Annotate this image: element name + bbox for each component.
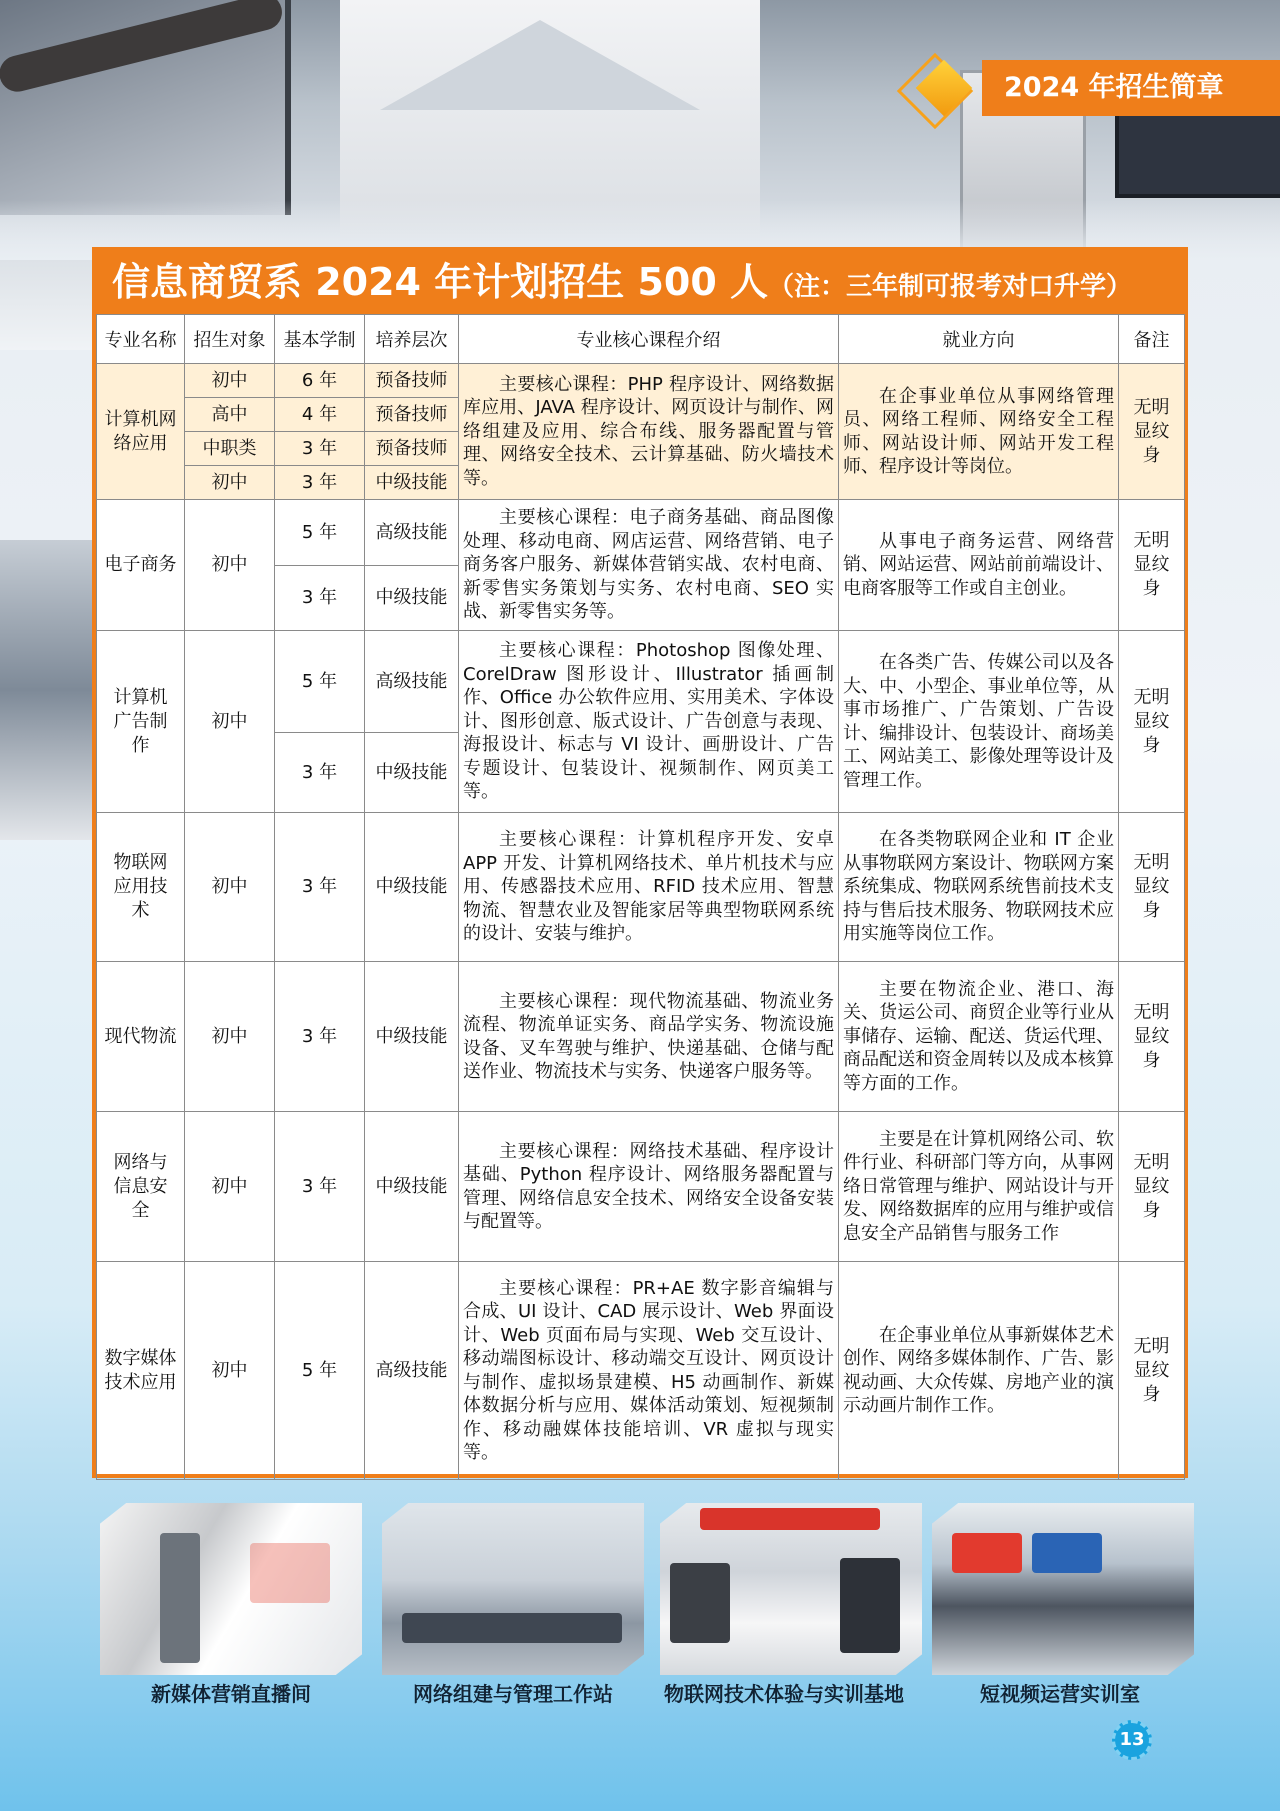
- col-header-level: 培养层次: [365, 315, 459, 364]
- years: 3 年: [275, 733, 365, 813]
- level: 中级技能: [365, 962, 459, 1112]
- major-name: 现代物流: [97, 962, 185, 1112]
- jobs: 从事电子商务运营、网络营销、网站运营、网站前前端设计、电商客服等工作或自主创业。: [839, 500, 1119, 631]
- level: 预备技师: [365, 364, 459, 398]
- jobs: 在各类广告、传媒公司以及各大、中、小型企、事业单位等，从事市场推广、广告策划、广告设计、编排设计、包装设计、商场美工、网站美工、影像处理等设计及管理工作。: [839, 631, 1119, 813]
- years: 5 年: [275, 631, 365, 733]
- courses: 主要核心课程：PR+AE 数字影音编辑与合成、UI 设计、CAD 展示设计、Web 界面设计、Web 页面布局与实现、Web 交互设计、移动端图标设计、移动端交互设计、网页设计与制作、虚拟场景建模、H5 动画制作、新媒体数据分析与应用、媒体活动策划、短视频制作、移动融媒体技能培训、VR 虚拟与现实等。: [459, 1262, 839, 1480]
- table-row: [97, 1262, 1185, 1480]
- col-header-target: 招生对象: [185, 315, 275, 364]
- table-title-main: 信息商贸系 2024 年计划招生 500 人: [112, 260, 769, 304]
- note: 无明显纹身: [1119, 1262, 1185, 1480]
- major-name: 电子商务: [97, 500, 185, 631]
- side-photo-top: [0, 260, 92, 350]
- target: 初中: [185, 813, 275, 962]
- courses: 主要核心课程：PHP 程序设计、网络数据库应用、JAVA 程序设计、网页设计与制作、网络组建及应用、综合布线、服务器配置与管理、网络安全技术、云计算基础、防火墙技术等。: [459, 364, 839, 500]
- photo-caption: 短视频运营实训室: [980, 1682, 1140, 1706]
- years: 4 年: [275, 398, 365, 432]
- level: 中级技能: [365, 466, 459, 500]
- page-number: 13: [1112, 1720, 1152, 1760]
- courses: 主要核心课程：计算机程序开发、安卓 APP 开发、计算机网络技术、单片机技术与应用、传感器技术应用、RFID 技术应用、智慧物流、智慧农业及智能家居等典型物联网系统的设计、安装与维护。: [459, 813, 839, 962]
- wall-hexagons-blue: [1032, 1533, 1102, 1573]
- brochure-title: 2024 年招生简章: [982, 60, 1280, 116]
- target: 中职类: [185, 432, 275, 466]
- years: 3 年: [275, 962, 365, 1112]
- rack-cabinet: [840, 1558, 900, 1653]
- courses: 主要核心课程：电子商务基础、商品图像处理、移动电商、网店运营、网络营销、电子商务客户服务、新媒体营销实战、农村电商、新零售实务策划与实务、农村电商、SEO 实战、新零售实务等。: [459, 500, 839, 631]
- courses: 主要核心课程：网络技术基础、程序设计基础、Python 程序设计、网络服务器配置与管理、网络信息安全技术、网络安全设备安装与配置等。: [459, 1112, 839, 1262]
- table-row: [97, 1112, 1185, 1262]
- years: 5 年: [275, 1262, 365, 1480]
- side-photo-lab: [0, 540, 92, 840]
- wall-graphic: [250, 1543, 330, 1603]
- enrollment-table: [96, 314, 1185, 1480]
- col-header-major: 专业名称: [97, 315, 185, 364]
- years: 6 年: [275, 364, 365, 398]
- col-header-note: 备注: [1119, 315, 1185, 364]
- note: 无明显纹身: [1119, 631, 1185, 813]
- table-row: [97, 962, 1185, 1112]
- level: 中级技能: [365, 733, 459, 813]
- brochure-badge: [900, 60, 1280, 116]
- wall-hexagons: [952, 1533, 1022, 1573]
- col-header-jobs: 就业方向: [839, 315, 1119, 364]
- years: 3 年: [275, 813, 365, 962]
- major-name: 计算机广告制作: [97, 631, 185, 813]
- photo-caption: 新媒体营销直播间: [151, 1682, 311, 1706]
- photo-network-station: [382, 1503, 644, 1675]
- table-title-note: （注：三年制可报考对口升学）: [768, 272, 1133, 302]
- photo-livestream-room: [100, 1503, 362, 1675]
- enrollment-table-panel: [92, 247, 1188, 1478]
- note: 无明显纹身: [1119, 500, 1185, 631]
- courses: 主要核心课程：Photoshop 图像处理、CorelDraw 图形设计、Illustrator 插画制作、Office 办公软件应用、实用美术、字体设计、图形创意、版式设计、广告创意与表现、海报设计、标志与 VI 设计、画册设计、广告专题设计、包装设计、视频制作、网页美工等。: [459, 631, 839, 813]
- jobs: 主要在物流企业、港口、海关、货运公司、商贸企业等行业从事储存、运输、配送、货运代理、商品配送和资金周转以及成本核算等方面的工作。: [839, 962, 1119, 1112]
- level: 高级技能: [365, 500, 459, 566]
- photo-iot-lab: [660, 1503, 922, 1675]
- house-roof: [380, 20, 700, 110]
- table-header-row: [97, 315, 1185, 364]
- major-name: 网络与信息安全: [97, 1112, 185, 1262]
- pipe-display: [670, 1563, 730, 1643]
- major-name: 计算机网络应用: [97, 364, 185, 500]
- courses: 主要核心课程：现代物流基础、物流业务流程、物流单证实务、商品学实务、物流设施设备、叉车驾驶与维护、快递基础、仓储与配送作业、物流技术与实务、快递客户服务等。: [459, 962, 839, 1112]
- target: 初中: [185, 500, 275, 631]
- glass-door: [160, 1533, 200, 1663]
- target: 初中: [185, 1262, 275, 1480]
- major-name: 物联网应用技术: [97, 813, 185, 962]
- table-row: [97, 631, 1185, 733]
- target: 初中: [185, 466, 275, 500]
- workstation-desks: [402, 1613, 622, 1643]
- target: 初中: [185, 631, 275, 813]
- level: 高级技能: [365, 631, 459, 733]
- note: 无明显纹身: [1119, 1112, 1185, 1262]
- photo-caption: 网络组建与管理工作站: [413, 1682, 613, 1706]
- level: 中级技能: [365, 813, 459, 962]
- years: 3 年: [275, 466, 365, 500]
- jobs: 在企事业单位从事新媒体艺术创作、网络多媒体制作、广告、影视动画、大众传媒、房地产业的演示动画片制作工作。: [839, 1262, 1119, 1480]
- years: 5 年: [275, 500, 365, 566]
- table-row: [97, 500, 1185, 566]
- target: 初中: [185, 1112, 275, 1262]
- jobs: 在各类物联网企业和 IT 企业从事物联网方案设计、物联网方案系统集成、物联网系统售前技术支持与售后技术服务、物联网技术应用实施等岗位工作。: [839, 813, 1119, 962]
- level: 预备技师: [365, 432, 459, 466]
- table-row: [97, 364, 1185, 398]
- years: 3 年: [275, 1112, 365, 1262]
- note: 无明显纹身: [1119, 813, 1185, 962]
- target: 初中: [185, 364, 275, 398]
- jobs: 在企事业单位从事网络管理员、网络工程师、网络安全工程师、网站设计师、网站开发工程师、程序设计等岗位。: [839, 364, 1119, 500]
- note: 无明显纹身: [1119, 962, 1185, 1112]
- level: 高级技能: [365, 1262, 459, 1480]
- col-header-courses: 专业核心课程介绍: [459, 315, 839, 364]
- level: 中级技能: [365, 1112, 459, 1262]
- target: 初中: [185, 962, 275, 1112]
- lab-banner: [700, 1508, 880, 1530]
- jobs: 主要是在计算机网络公司、软件行业、科研部门等方向，从事网络日常管理与维护、网站设计与开发、网络数据库的应用与维护或信息安全产品销售与服务工作: [839, 1112, 1119, 1262]
- photo-video-room: [932, 1503, 1194, 1675]
- col-header-years: 基本学制: [275, 315, 365, 364]
- header-photo: [0, 0, 1280, 260]
- photo-caption: 物联网技术体验与实训基地: [664, 1682, 904, 1706]
- table-title: [96, 251, 1184, 314]
- years: 3 年: [275, 566, 365, 631]
- years: 3 年: [275, 432, 365, 466]
- table-row: [97, 813, 1185, 962]
- target: 高中: [185, 398, 275, 432]
- level: 预备技师: [365, 398, 459, 432]
- level: 中级技能: [365, 566, 459, 631]
- major-name: 数字媒体技术应用: [97, 1262, 185, 1480]
- note: 无明显纹身: [1119, 364, 1185, 500]
